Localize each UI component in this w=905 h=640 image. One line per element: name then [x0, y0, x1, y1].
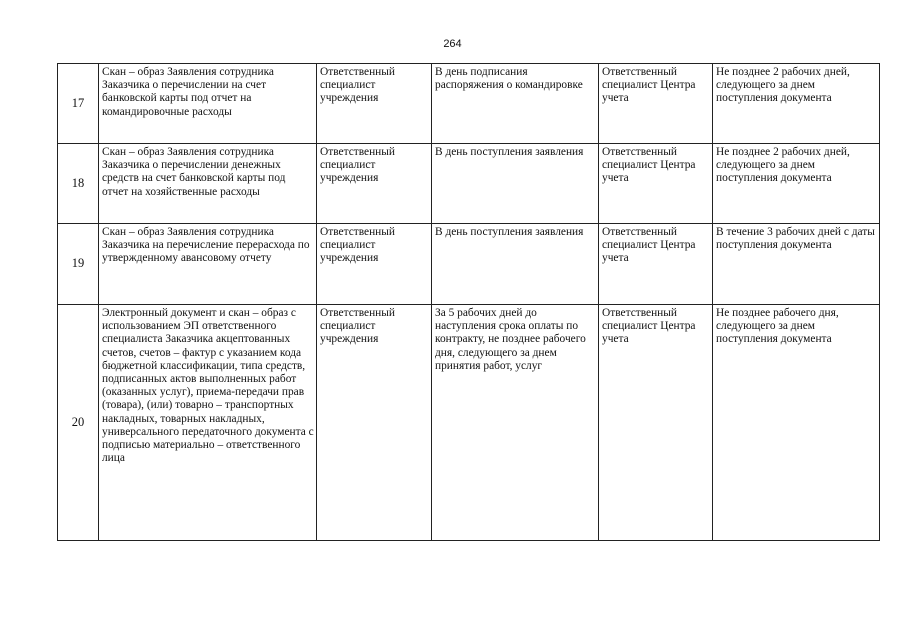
document-description: Скан – образ Заявления сотрудника Заказчика на перечисление перерасхода по утвержденному авансовому отчету [99, 224, 317, 305]
table-row [58, 305, 880, 541]
document-description: Скан – образ Заявления сотрудника Заказчика о перечислении денежных средств на счет банковской карты под отчет на хозяйственные расходы [99, 144, 317, 224]
submission-deadline: За 5 рабочих дней до наступления срока оплаты по контракту, не позднее рабочего дня, следующего за днем принятия работ, услуг [432, 305, 599, 541]
processing-deadline: Не позднее 2 рабочих дней, следующего за днем поступления документа [713, 64, 880, 144]
page-number: 264 [443, 38, 462, 50]
recipient: Ответственный специалист Центра учета [599, 64, 713, 144]
document-description: Электронный документ и скан – образ с использованием ЭП ответственного специалиста Заказчика акцептованных счетов, счетов – фактур с указанием кода бюджетной классификации, типа средств, подписанных актов выполненных работ (оказанных услуг), приема-передачи прав (товара), (или) товарно – транспортных накладных, товарных накладных, универсального передаточного документа с подписью материально – ответственного лица [99, 305, 317, 541]
responsible-party: Ответственный специалист учреждения [317, 64, 432, 144]
table-row [58, 224, 880, 305]
row-number: 17 [58, 64, 99, 144]
table-row [58, 64, 880, 144]
row-number: 18 [58, 144, 99, 224]
submission-deadline: В день поступления заявления [432, 224, 599, 305]
submission-deadline: В день подписания распоряжения о командировке [432, 64, 599, 144]
processing-deadline: Не позднее рабочего дня, следующего за днем поступления документа [713, 305, 880, 541]
document-table [57, 63, 880, 541]
document-description: Скан – образ Заявления сотрудника Заказчика о перечислении на счет банковской карты под отчет на командировочные расходы [99, 64, 317, 144]
recipient: Ответственный специалист Центра учета [599, 224, 713, 305]
row-number: 19 [58, 224, 99, 305]
table-row [58, 144, 880, 224]
responsible-party: Ответственный специалист учреждения [317, 224, 432, 305]
recipient: Ответственный специалист Центра учета [599, 305, 713, 541]
submission-deadline: В день поступления заявления [432, 144, 599, 224]
responsible-party: Ответственный специалист учреждения [317, 144, 432, 224]
responsible-party: Ответственный специалист учреждения [317, 305, 432, 541]
processing-deadline: Не позднее 2 рабочих дней, следующего за днем поступления документа [713, 144, 880, 224]
recipient: Ответственный специалист Центра учета [599, 144, 713, 224]
processing-deadline: В течение 3 рабочих дней с даты поступления документа [713, 224, 880, 305]
row-number: 20 [58, 305, 99, 541]
